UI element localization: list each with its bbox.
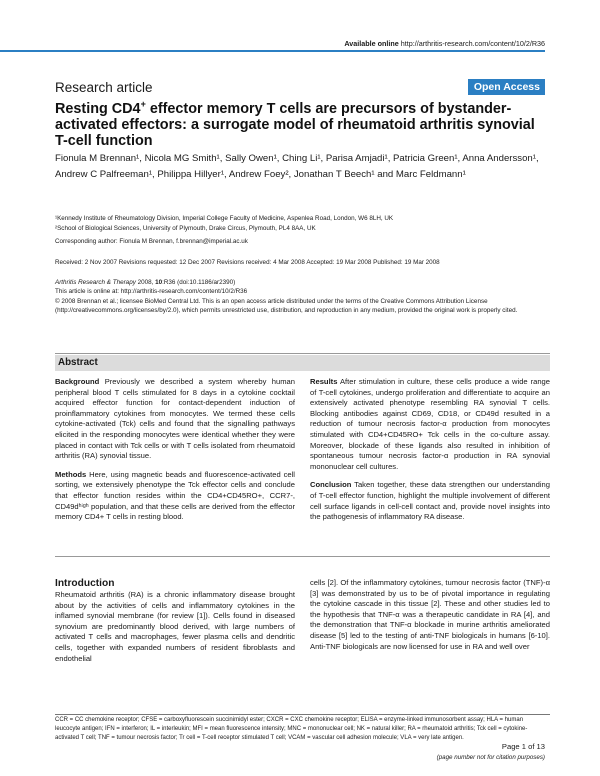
citation-doi: :R36 (doi:10.1186/ar2390) [162, 279, 236, 286]
citation-line [55, 278, 550, 287]
affiliation-1: ¹Kennedy Institute of Rheumatology Division, Imperial College Faculty of Medicine, Aspenlea Road, London, W6 8LH, UK [55, 215, 394, 222]
citation-year: 2008, [135, 279, 156, 286]
availability-line [344, 39, 545, 48]
abstract-conclusion [310, 480, 550, 522]
open-access-badge: Open Access [468, 79, 545, 95]
title-part-2: effector memory T cells are precursors of bystander-activated effectors: a surrogate model of rheumatoid arthritis synovial T-cell function [55, 100, 535, 149]
article-url[interactable]: http://arthritis-research.com/content/10/2/R36 [400, 39, 545, 48]
page-number-note: (page number not for citation purposes) [436, 754, 545, 761]
conclusion-text: Taken together, these data strengthen our understanding of T-cell effector function, highlight the multiple involvement of different cell surface ligands in cell-cell contact and, provide novel insights into the pathogenesis of inflammatory RA disease. [310, 480, 550, 522]
abstract-top-rule [55, 353, 550, 354]
page-number: Page 1 of 13 [501, 742, 545, 751]
citation-block [55, 278, 550, 316]
conclusion-label: Conclusion [310, 480, 352, 490]
abstract-results [310, 377, 550, 472]
methods-text: Here, using magnetic beads and fluorescence-activated cell sorting, we extensively phenotype the Tck effector cells and conclude that effector function resides within the CD4+CD45RO+, CCR7-, CD49dʰⁱᵍʰ population, and that these cells are derived from the effector memory CD4+ T cells in resting blood. [55, 469, 295, 522]
available-label: Available online [344, 39, 399, 48]
abbreviations-footnote: CCR = CC chemokine receptor; CFSE = carboxyfluorescein succinimidyl ester; CXCR = CXC chemokine receptor; ELISA = enzyme-linked immunosorbent assay; HLA = human leucocyte antigen; IFN = interferon; IL = interleukin; MFI = mean fluorescence intensity; MNC = mononuclear cell; NK = natural killer; RA = rheumatoid arthritis; Tck cell = cytokine-activated T cell; TNF = tumour necrosis factor; Tr cell = T-cell receptor stimulated T cell; VCAM = vascular cell adhesion molecule; VLA = very late antigen. [55, 717, 528, 741]
abstract-heading-bar [55, 355, 550, 371]
abstract-background [55, 377, 295, 462]
abstract-methods [55, 470, 295, 523]
introduction-heading: Introduction [55, 578, 115, 589]
background-label: Background [55, 377, 100, 386]
copyright-notice: © 2008 Brennan et al.; licensee BioMed Central Ltd. This is an open access article distributed under the terms of the Creative Commons Attribution License (http://creativecommons.org/licenses/by/2.0), which permits unrestricted use, distribution, and reproduction in any medium, provided the original work is properly cited. [55, 297, 518, 315]
background-text: Previously we described a system whereby human peripheral blood T cells stimulated for 8 days in a cytokine cocktail acquired effector function for contact-dependent induction of proinflammatory cytokines from monocytes. We termed these cells cytokine-activated (Tck) cells and found that the signalling pathways elicited in the responding monocytes were identical whether they were placed in contact with Tck cells or with T cells isolated from rheumatoid arthritis (RA) synovial tissue. [55, 377, 295, 461]
introduction-right-text: cells [2]. Of the inflammatory cytokines, tumour necrosis factor (TNF)-α [3] was demonstrated by us to be of pivotal importance in regulating the cytokine cascade in this tissue [2]. These and other studies led to the hypothesis that TNF-α was a therapeutic candidate in RA [4], and the demonstration that TNF-α blockade in murine arthritis ameliorated disease [5] led to the testing of anti-TNF biologicals in humans [6-10]. Anti-TNF biologicals are now licensed for use in RA and well over [310, 578, 550, 651]
footnote-rule [55, 714, 550, 715]
affiliations [55, 214, 550, 233]
author-list: Fionula M Brennan¹, Nicola MG Smith¹, Sally Owen¹, Ching Li¹, Parisa Amjadi¹, Patricia Green¹, Anna Andersson¹, Andrew C Palfreeman¹, Philippa Hillyer¹, Andrew Foey², Jonathan T Beech¹ and Marc Feldmann¹ [55, 153, 539, 181]
abstract-right-column [310, 377, 550, 531]
methods-label: Methods [55, 469, 87, 479]
results-label: Results [310, 377, 338, 386]
header-rule [0, 50, 545, 52]
affiliation-2: ²School of Biological Sciences, University of Plymouth, Drake Circus, Plymouth, PL4 8AA, UK [55, 224, 316, 232]
abstract-bottom-rule [55, 556, 550, 557]
corresponding-author: Corresponding author: Fionula M Brennan, f.brennan@imperial.ac.uk [55, 238, 248, 245]
results-text: After stimulation in culture, these cells produce a wide range of T-cell cytokines, undergo proliferation and differentiate to acquire an extensively activated phenotype resembling RA synovial T cells. Blocking antibodies against CD69, CD18, or CD49d resulted in a reduction of tumour necrosis factor-α production from monocytes stimulated with CD4+CD45RO+ Tck cells in the co-culture assay. Moreover, blockade of these ligands also resulted in inhibition of spontaneous tumour necrosis factor-α production in RA synovial mononuclear cell cultures. [310, 377, 550, 471]
introduction-left-text: Rheumatoid arthritis (RA) is a chronic inflammatory disease brought about by the activities of cells and inflammatory cytokines in the inflamed synovial membrane (for review [1]). Cells found in diseased synovium are predominantly blood derived, with large numbers of activated T cells and macrophages, fewer plasma cells and dendritic cells, together with expanded numbers of resident fibroblasts and endothelial [55, 590, 295, 663]
journal-name: Arthritis Research & Therapy [55, 279, 136, 286]
citation-volume: 10 [155, 279, 163, 286]
abstract-heading: Abstract [58, 357, 98, 368]
article-dates: Received: 2 Nov 2007 Revisions requested: 12 Dec 2007 Revisions received: 4 Mar 2008 Accepted: 19 Mar 2008 Published: 19 Mar 2008 [55, 259, 440, 266]
article-type: Research article [55, 80, 153, 95]
title-superscript: + [140, 99, 146, 109]
online-url-line: This article is online at: http://arthritis-research.com/content/10/2/R36 [55, 288, 248, 296]
title-part-1: Resting CD4 [55, 100, 141, 117]
article-title [55, 96, 550, 149]
abstract-left-column [55, 377, 295, 531]
